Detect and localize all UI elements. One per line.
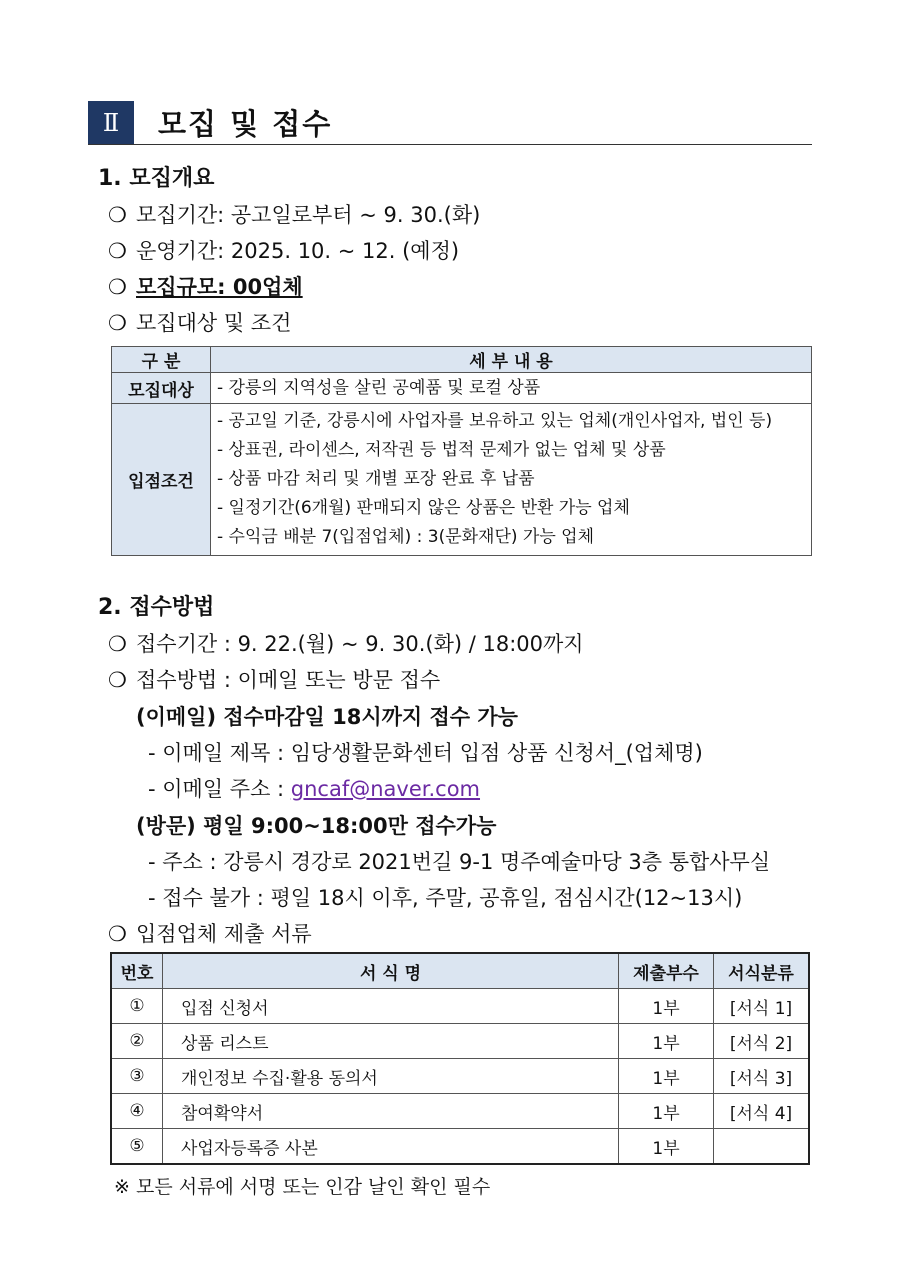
doc-number: ⑤ [111,1129,163,1165]
doc-name: 참여확약서 [163,1094,619,1129]
header-form-type: 서식분류 [714,953,810,989]
section-divider [88,144,812,145]
part2-heading: 2. 접수방법 [98,595,215,620]
doc-number: ② [111,1024,163,1059]
table-row [111,1024,809,1059]
table-row [111,1059,809,1094]
header-details: 세 부 내 용 [211,347,812,373]
doc-number: ④ [111,1094,163,1129]
header-category: 구 분 [112,347,211,373]
section-title: 모집 및 접수 [158,107,333,141]
doc-name: 사업자등록증 사본 [163,1129,619,1165]
bullet-recruit-scale: ❍ 모집규모: 00업체 [108,275,303,299]
doc-form-type: [서식 4] [714,1094,810,1129]
table-header-row [111,953,809,989]
doc-copies: 1부 [619,1094,714,1129]
doc-copies: 1부 [619,1129,714,1165]
row-content: - 공고일 기준, 강릉시에 사업자를 보유하고 있는 업체(개인사업자, 법인 등) - 상표권, 라이센스, 저작권 등 법적 문제가 없는 업체 및 상품 - 상품 마감 처리 및 개별 포장 완료 후 납품 - 일정기간(6개월) 판매되지 않은 상품은 반환 가능 업체 - 수익금 배분 7(입점업체) : 3(문화재단) 가능 업체 [211,404,812,556]
doc-copies: 1부 [619,1024,714,1059]
table-row [111,1129,809,1165]
email-link[interactable]: gncaf@naver.com [290,777,481,801]
email-address-line: - 이메일 주소 : gncaf@naver.com [148,777,481,801]
table-row [112,404,812,556]
header-form-name: 서 식 명 [163,953,619,989]
email-heading: (이메일) 접수마감일 18시까지 접수 가능 [136,705,518,729]
doc-copies: 1부 [619,1059,714,1094]
doc-form-type: [서식 2] [714,1024,810,1059]
table-header-row [112,347,812,373]
doc-number: ③ [111,1059,163,1094]
bullet-recruit-period: ❍ 모집기간: 공고일로부터 ~ 9. 30.(화) [108,203,481,227]
table-row [112,373,812,404]
email-subject: - 이메일 제목 : 임당생활문화센터 입점 상품 신청서_(업체명) [148,741,703,765]
doc-copies: 1부 [619,989,714,1024]
doc-name: 개인정보 수집·활용 동의서 [163,1059,619,1094]
required-documents-table [110,952,810,1165]
row-label: 입점조건 [112,404,211,556]
recruit-conditions-table [111,346,812,556]
doc-number: ① [111,989,163,1024]
bullet-required-docs: ❍ 입점업체 제출 서류 [108,922,312,946]
table-row [111,1094,809,1129]
header-copies: 제출부수 [619,953,714,989]
part1-heading: 1. 모집개요 [98,166,215,191]
doc-form-type: [서식 3] [714,1059,810,1094]
bullet-submission-method: ❍ 접수방법 : 이메일 또는 방문 접수 [108,668,441,692]
doc-form-type [714,1129,810,1165]
bullet-submission-period: ❍ 접수기간 : 9. 22.(월) ~ 9. 30.(화) / 18:00까지 [108,632,584,656]
header-number: 번호 [111,953,163,989]
bullet-operation-period: ❍ 운영기간: 2025. 10. ~ 12. (예정) [108,239,460,263]
doc-form-type: [서식 1] [714,989,810,1024]
visit-heading: (방문) 평일 9:00~18:00만 접수가능 [136,814,497,838]
row-content: - 강릉의 지역성을 살린 공예품 및 로컬 상품 [211,373,812,404]
doc-name: 상품 리스트 [163,1024,619,1059]
doc-name: 입점 신청서 [163,989,619,1024]
bullet-recruit-target: ❍ 모집대상 및 조건 [108,311,292,335]
footnote: ※ 모든 서류에 서명 또는 인감 날인 확인 필수 [114,1176,491,1198]
row-label: 모집대상 [112,373,211,404]
visit-address: - 주소 : 강릉시 경강로 2021번길 9-1 명주예술마당 3층 통합사무실 [148,850,771,874]
section-number: Ⅱ [102,109,120,137]
section-number-box [88,101,134,145]
table-row [111,989,809,1024]
visit-unavailable: - 접수 불가 : 평일 18시 이후, 주말, 공휴일, 점심시간(12~13시) [148,886,743,910]
